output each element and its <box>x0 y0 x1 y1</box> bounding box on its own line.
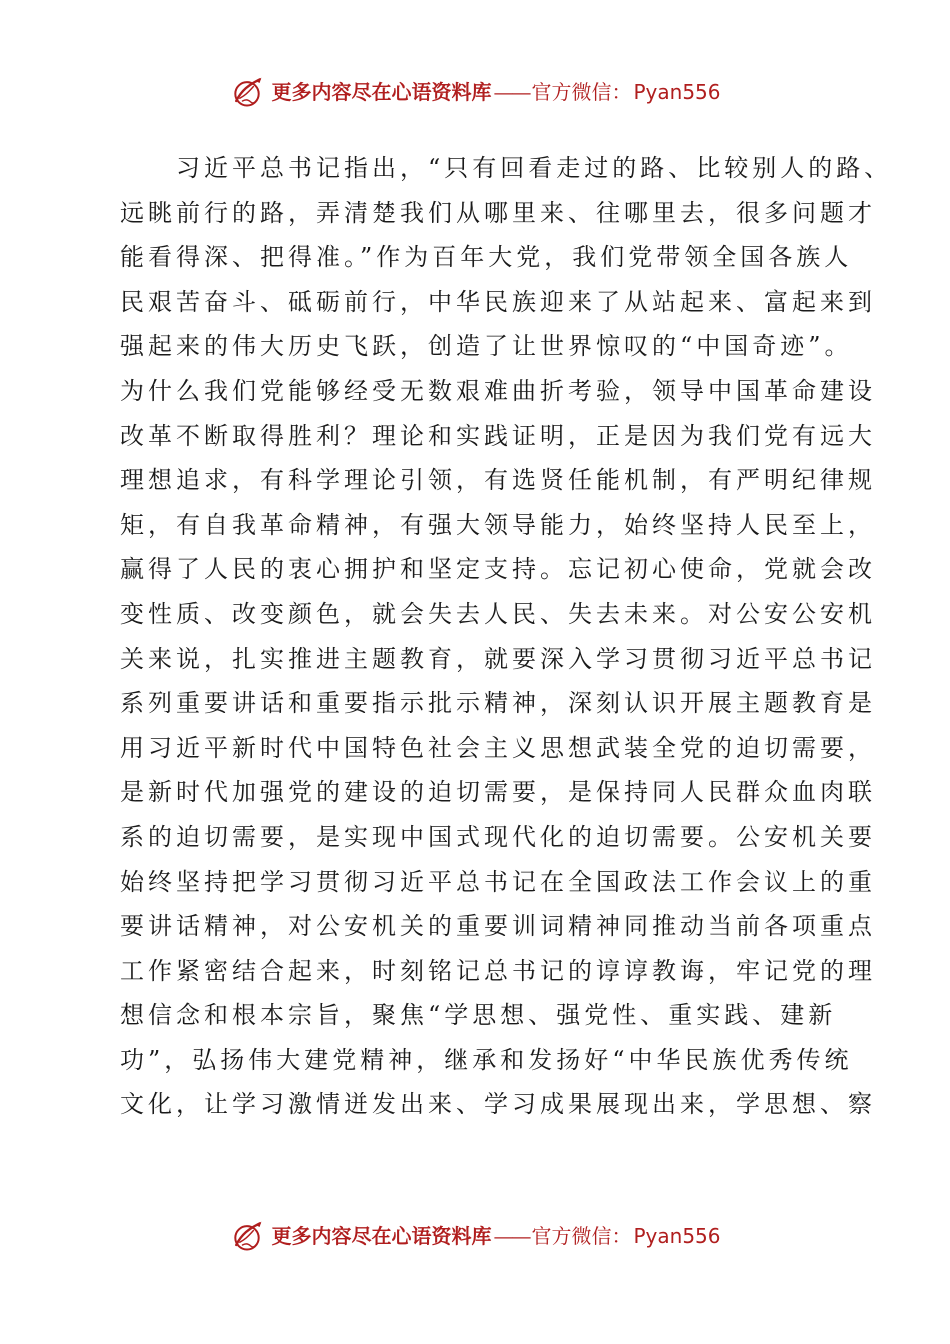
text-line: 强起来的伟大历史飞跃，创造了让世界惊叹的“中国奇迹”。 <box>120 332 853 361</box>
text-line: 改革不断取得胜利？理论和实践证明，正是因为我们党有远大 <box>120 421 876 450</box>
text-line: 民艰苦奋斗、砥砺前行，中华民族迎来了从站起来、富起来到 <box>120 287 876 316</box>
text-line: 矩，有自我革命精神，有强大领导能力，始终坚持人民至上， <box>120 510 876 539</box>
text-line: 系列重要讲话和重要指示批示精神，深刻认识开展主题教育是 <box>120 689 876 718</box>
text-line: 文化，让学习激情迸发出来、学习成果展现出来，学思想、察 <box>120 1090 876 1119</box>
text-line: 工作紧密结合起来，时刻铭记总书记的谆谆教诲，牢记党的理 <box>120 956 876 985</box>
text-line: 能看得深、把得准。”作为百年大党，我们党带领全国各族人 <box>120 243 853 272</box>
footer-wechat-label: 官方微信： <box>531 1224 632 1248</box>
header-wechat-id: Pyan556 <box>633 80 721 104</box>
text-line: 想信念和根本宗旨，聚焦“学思想、强党性、重实践、建新 <box>120 1001 837 1030</box>
text-line: 是新时代加强党的建设的迫切需要，是保持同人民群众血肉联 <box>120 778 876 807</box>
pen-signature-icon <box>229 1218 265 1254</box>
text-line: 远眺前行的路，弄清楚我们从哪里来、往哪里去，很多问题才 <box>120 198 876 227</box>
header-dash: —— <box>493 80 530 104</box>
footer-banner <box>0 1216 950 1256</box>
header-banner <box>0 72 950 112</box>
footer-banner-content <box>229 1218 720 1254</box>
text-line: 变性质、改变颜色，就会失去人民、失去未来。对公安公安机 <box>120 599 876 628</box>
text-line: 赢得了人民的衷心拥护和坚定支持。忘记初心使命，党就会改 <box>120 555 876 584</box>
text-line: 系的迫切需要，是实现中国式现代化的迫切需要。公安机关要 <box>120 822 876 851</box>
header-library-text: 更多内容尽在心语资料库 <box>271 80 492 104</box>
text-line: 关来说，扎实推进主题教育，就要深入学习贯彻习近平总书记 <box>120 644 876 673</box>
document-body <box>120 146 893 1127</box>
footer-wechat-id: Pyan556 <box>633 1224 721 1248</box>
header-banner-content <box>229 74 720 110</box>
text-line: 要讲话精神，对公安机关的重要训词精神同推动当前各项重点 <box>120 912 876 941</box>
header-wechat-label: 官方微信： <box>531 80 632 104</box>
text-line: 习近平总书记指出，“只有回看走过的路、比较别人的路、 <box>120 154 893 182</box>
pen-signature-icon <box>229 74 265 110</box>
footer-library-text: 更多内容尽在心语资料库 <box>271 1224 492 1248</box>
footer-banner-text <box>271 1224 720 1248</box>
footer-dash: —— <box>493 1224 530 1248</box>
text-line: 理想追求，有科学理论引领，有选贤任能机制，有严明纪律规 <box>120 466 876 495</box>
text-line: 用习近平新时代中国特色社会主义思想武装全党的迫切需要， <box>120 733 876 762</box>
text-line: 功”，弘扬伟大建党精神，继承和发扬好“中华民族优秀传统 <box>120 1045 853 1074</box>
header-banner-text <box>271 80 720 104</box>
text-line: 为什么我们党能够经受无数艰难曲折考验，领导中国革命建设 <box>120 376 876 405</box>
text-line: 始终坚持把学习贯彻习近平总书记在全国政法工作会议上的重 <box>120 867 876 896</box>
